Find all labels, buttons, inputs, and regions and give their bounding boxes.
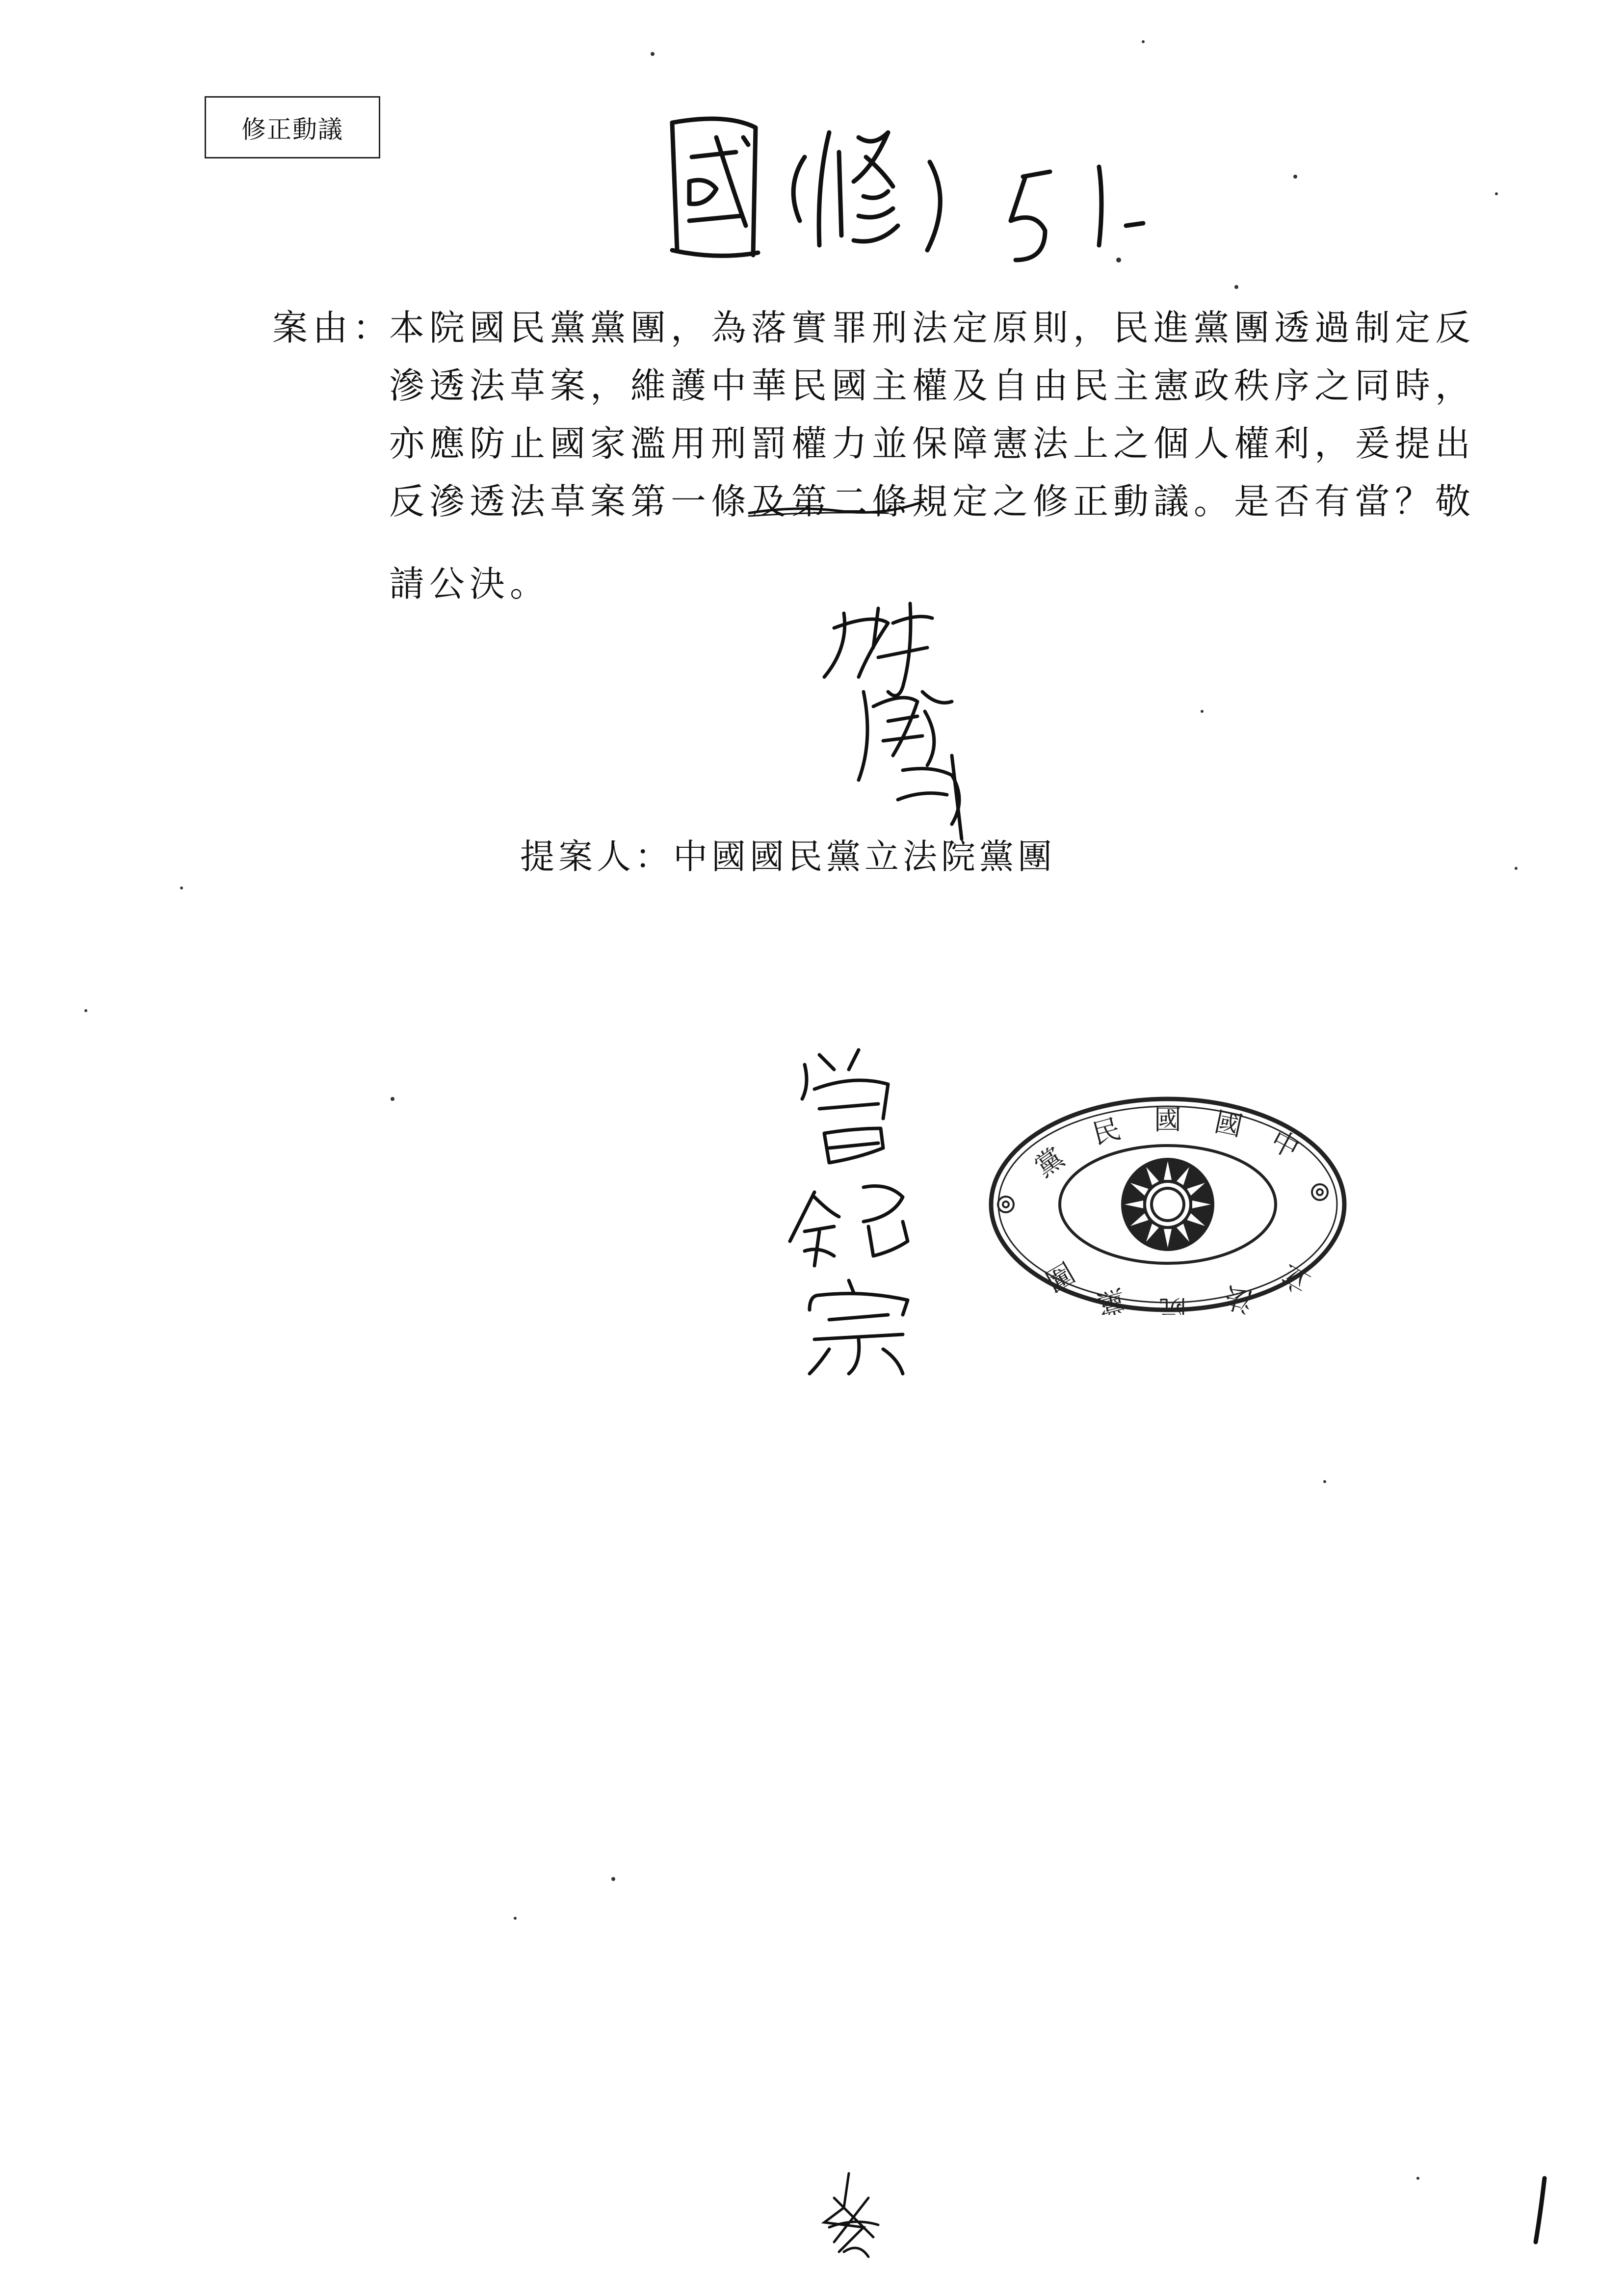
svg-text:國: 國 <box>1154 1104 1181 1136</box>
case-label: 案由： <box>272 307 393 348</box>
strike-through-mark <box>748 496 924 526</box>
case-text-line-4 <box>389 477 1475 526</box>
document-type-tag: 修正動議 <box>205 96 380 158</box>
svg-text:院: 院 <box>1159 1293 1186 1315</box>
case-text-line-1: 本院國民黨黨團，為落實罪刑法定原則，民進黨團透過制定反 <box>389 307 1476 348</box>
svg-text:黨: 黨 <box>1029 1142 1070 1184</box>
party-seal <box>986 1094 1349 1315</box>
line-4-before: 反滲透法草案第一條 <box>389 481 752 522</box>
svg-text:黨: 黨 <box>1094 1282 1129 1315</box>
svg-text:民: 民 <box>1089 1113 1124 1151</box>
handwritten-title <box>643 103 1202 280</box>
struck-text: 及第二條 <box>751 477 912 526</box>
svg-text:國: 國 <box>1211 1106 1245 1143</box>
case-text-line-2: 滲透法草案，維護中華民國主權及自由民主憲政秩序之同時， <box>389 365 1476 406</box>
seal-graphic <box>986 1094 1349 1315</box>
handwritten-signature-2 <box>775 1035 952 1379</box>
svg-text:法: 法 <box>1221 1280 1257 1315</box>
scribble-mark <box>814 2168 888 2262</box>
handwritten-page-mark <box>1526 2173 1555 2247</box>
handwritten-signature-1 <box>805 594 991 849</box>
proposer: 提案人：中國國民黨立法院黨團 <box>520 836 1056 877</box>
svg-text:立: 立 <box>1276 1257 1316 1300</box>
svg-text:中: 中 <box>1265 1124 1305 1166</box>
case-text-line-3: 亦應防止國家濫用刑罰權力並保障憲法上之個人權利，爰提出 <box>389 423 1476 464</box>
line-4-after: 規定之修正動議。是否有當？敬 <box>912 481 1476 522</box>
svg-text:團: 團 <box>1039 1255 1079 1297</box>
case-text-line-5: 請公決。 <box>389 563 550 604</box>
